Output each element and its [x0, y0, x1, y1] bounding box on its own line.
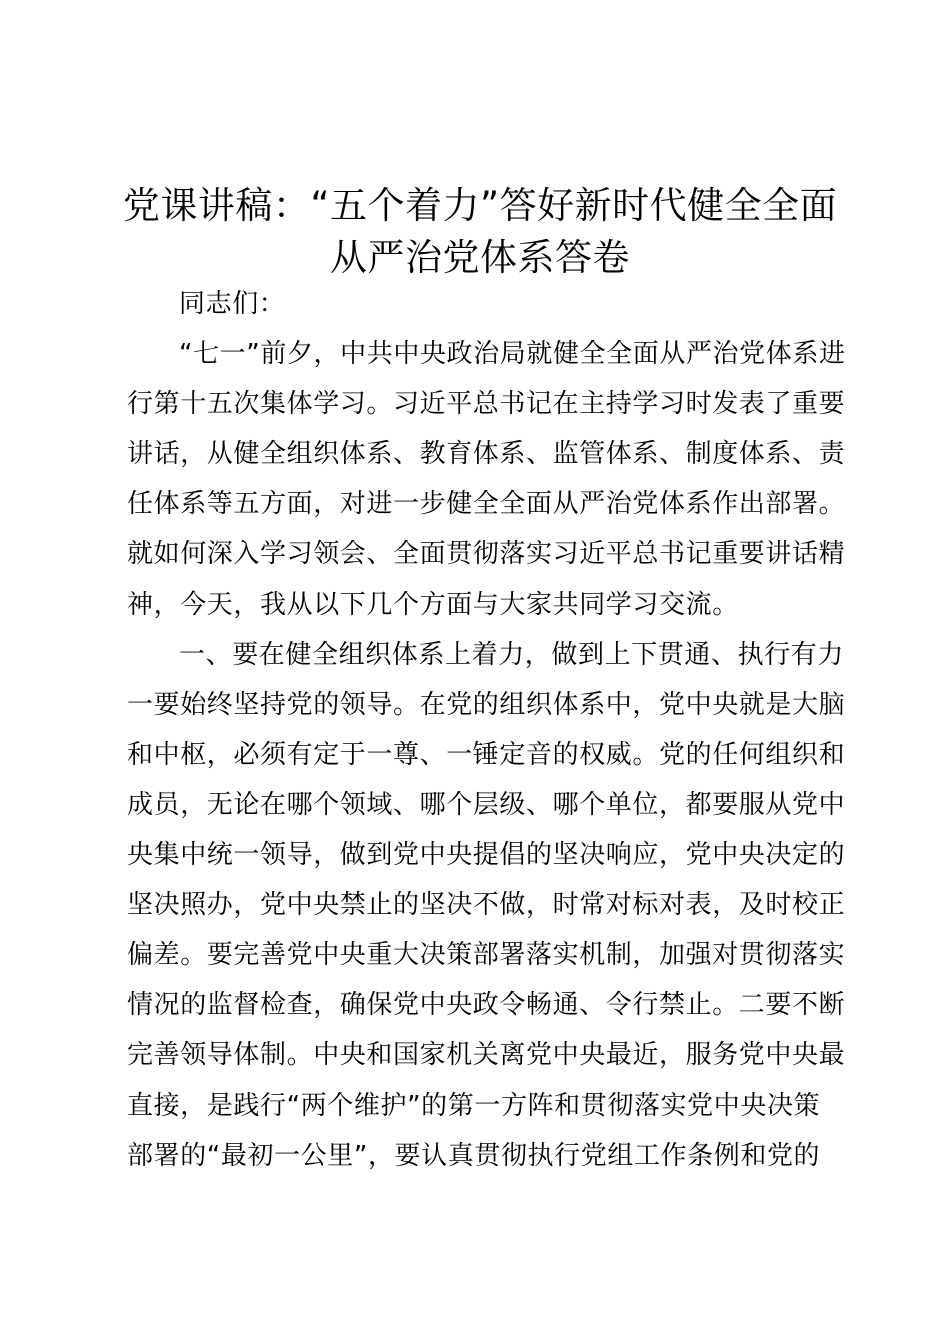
body-line: 完善领导体制。中央和国家机关离党中央最近，服务党中央最 — [127, 1040, 846, 1071]
body-line: 就如何深入学习领会、全面贯彻落实习近平总书记重要讲话精 — [127, 539, 846, 570]
document-body — [127, 279, 847, 1181]
body-line: 部署的“最初一公里”，要认真贯彻执行党组工作条例和党的 — [127, 1140, 821, 1171]
body-line: 直接，是践行“两个维护”的第一方阵和贯彻落实党中央决策 — [127, 1090, 821, 1121]
body-line: “七一”前夕，中共中央政治局就健全全面从严治党体系进 — [179, 339, 846, 370]
body-line: 央集中统一领导，做到党中央提倡的坚决响应，党中央决定的 — [127, 840, 846, 871]
body-line: 偏差。要完善党中央重大决策部署落实机制，加强对贯彻落实 — [127, 940, 846, 971]
body-line: 讲话，从健全组织体系、教育体系、监管体系、制度体系、责 — [127, 439, 846, 470]
body-line: 坚决照办，党中央禁止的坚决不做，时常对标对表，及时校正 — [127, 890, 846, 921]
section-heading: 一、要在健全组织体系上着力，做到上下贯通、执行有力 — [179, 639, 845, 670]
body-line: 一要始终坚持党的领导。在党的组织体系中，党中央就是大脑 — [127, 689, 846, 720]
document-title-line-2: 从严治党体系答卷 — [330, 236, 630, 279]
document-title-line-1: 党课讲稿：“五个着力”答好新时代健全全面 — [122, 184, 838, 227]
body-line: 神，今天，我从以下几个方面与大家共同学习交流。 — [127, 589, 739, 620]
salutation: 同志们： — [179, 289, 286, 319]
body-line: 任体系等五方面，对进一步健全全面从严治党体系作出部署。 — [127, 489, 846, 520]
body-line: 行第十五次集体学习。习近平总书记在主持学习时发表了重要 — [127, 389, 846, 420]
body-line: 情况的监督检查，确保党中央政令畅通、令行禁止。二要不断 — [127, 990, 846, 1021]
body-line: 和中枢，必须有定于一尊、一锤定音的权威。党的任何组织和 — [127, 739, 846, 770]
body-line: 成员，无论在哪个领域、哪个层级、哪个单位，都要服从党中 — [127, 789, 846, 820]
